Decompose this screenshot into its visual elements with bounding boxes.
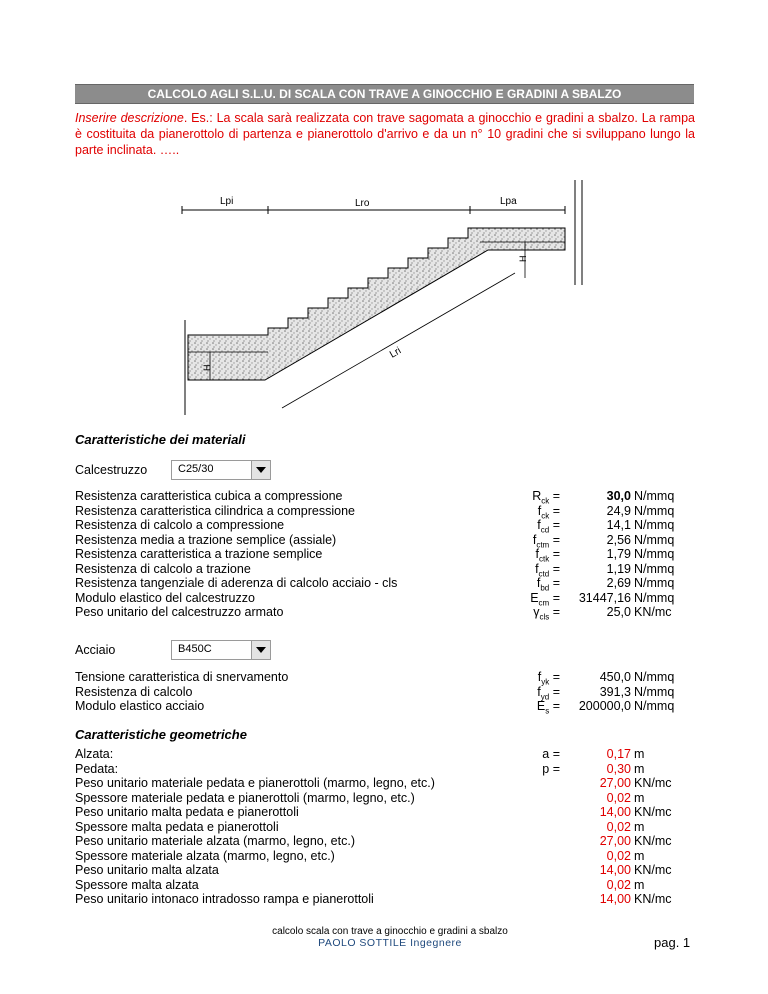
property-symbol: $f_{bd}$ = xyxy=(536,576,560,593)
property-unit: N/mmq xyxy=(634,561,675,576)
property-value: 31447,16 xyxy=(578,590,631,605)
description-lead[interactable]: Inserire descrizione xyxy=(75,111,184,125)
chevron-down-icon[interactable] xyxy=(251,461,270,479)
property-label: Modulo elastico del calcestruzzo xyxy=(75,590,255,605)
property-label: Peso unitario del calcestruzzo armato xyxy=(75,605,284,619)
property-symbol: $\gamma_{cls}$ = xyxy=(533,605,560,622)
property-symbol: $f_{yk}$ = xyxy=(537,670,560,687)
property-value[interactable]: 14,00 xyxy=(599,892,631,906)
property-label: Peso unitario malta alzata xyxy=(75,863,219,877)
property-label: Tensione caratteristica di snervamento xyxy=(75,670,289,684)
property-label: Peso unitario materiale pedata e pianerottoli (marmo, legno, etc.) xyxy=(75,776,435,790)
property-value: 14,1 xyxy=(606,518,631,532)
description-text: . Es.: La scala sarà realizzata con trave sagomata a ginocchio e gradini a sbalzo. La rampa è costituita da pianerottolo di partenza e pianerottolo d'arrivo e da un n° 10 gradini che si sviluppano lungo la parte inclinata. ….. xyxy=(75,111,695,157)
page-number: pag. 1 xyxy=(654,935,691,950)
concrete-label: Calcestruzzo xyxy=(75,463,148,477)
property-unit: m xyxy=(634,747,645,761)
property-value[interactable]: 14,00 xyxy=(599,805,631,819)
property-value[interactable]: 0,02 xyxy=(606,819,631,834)
geometry-heading: Caratteristiche geometriche xyxy=(75,727,247,742)
property-unit: m xyxy=(634,877,645,892)
property-symbol: $f_{yd}$ = xyxy=(537,684,560,701)
property-label: Resistenza di calcolo a trazione xyxy=(75,561,251,576)
property-unit: m xyxy=(634,761,645,776)
property-unit: KN/mc xyxy=(634,805,672,819)
property-symbol: $f_{ctm}$ = xyxy=(532,532,560,549)
footer-author: PAOLO SOTTILE Ingegnere xyxy=(318,937,462,949)
materials-heading: Caratteristiche dei materiali xyxy=(75,432,246,447)
steel-class-select[interactable] xyxy=(171,640,271,660)
property-unit: N/mmq xyxy=(634,699,675,713)
property-label: Peso unitario materiale alzata (marmo, legno, etc.) xyxy=(75,834,355,848)
label-lri: Lri xyxy=(388,345,404,361)
property-symbol: $E_{cm}$ = xyxy=(530,590,560,607)
property-unit: N/mmq xyxy=(634,532,675,547)
property-label: Alzata: xyxy=(75,747,114,761)
steel-label: Acciaio xyxy=(75,643,116,657)
property-label: Spessore materiale alzata (marmo, legno, etc.) xyxy=(75,848,335,863)
page-title: CALCOLO AGLI S.L.U. DI SCALA CON TRAVE A GINOCCHIO E GRADINI A SBALZO xyxy=(75,84,694,104)
property-value[interactable]: 0,30 xyxy=(606,761,631,776)
property-unit: N/mmq xyxy=(634,684,675,699)
property-label: Resistenza caratteristica cubica a compressione xyxy=(75,489,343,503)
property-value[interactable]: 27,00 xyxy=(599,776,631,790)
property-label: Resistenza di calcolo xyxy=(75,684,193,699)
property-symbol: $f_{ck}$ = xyxy=(537,503,560,520)
property-value: 25,0 xyxy=(606,605,631,619)
property-unit: N/mmq xyxy=(634,489,675,503)
property-unit: KN/mc xyxy=(634,834,672,848)
property-value: 391,3 xyxy=(599,684,631,699)
label-h-left: H xyxy=(202,364,212,371)
property-label: Resistenza caratteristica a trazione semplice xyxy=(75,547,323,561)
property-value: 1,19 xyxy=(606,561,631,576)
property-label: Spessore malta pedata e pianerottoli xyxy=(75,819,279,834)
property-label: Peso unitario intonaco intradosso rampa e pianerottoli xyxy=(75,892,374,906)
property-value[interactable]: 0,02 xyxy=(606,790,631,805)
property-label: Spessore materiale pedata e pianerottoli (marmo, legno, etc.) xyxy=(75,790,415,805)
property-label: Peso unitario malta pedata e pianerottoli xyxy=(75,805,299,819)
property-unit: N/mmq xyxy=(634,670,675,684)
property-unit: N/mmq xyxy=(634,503,675,518)
property-unit: N/mmq xyxy=(634,547,675,561)
property-symbol: $f_{ctk}$ = xyxy=(535,547,560,564)
property-value[interactable]: 0,17 xyxy=(606,747,631,761)
property-unit: KN/mc xyxy=(634,605,672,619)
stair-drawing xyxy=(170,180,590,420)
property-symbol: $R_{ck}$ = xyxy=(532,489,560,506)
footer xyxy=(230,926,550,949)
property-value[interactable]: 0,02 xyxy=(606,848,631,863)
property-symbol: p = xyxy=(542,761,560,776)
property-unit: m xyxy=(634,819,645,834)
property-value: 2,56 xyxy=(606,532,631,547)
label-lro: Lro xyxy=(355,198,370,209)
property-label: Spessore malta alzata xyxy=(75,877,199,892)
property-unit: m xyxy=(634,848,645,863)
property-label: Resistenza tangenziale di aderenza di calcolo acciaio - cls xyxy=(75,576,398,590)
property-symbol: $f_{cd}$ = xyxy=(537,518,560,535)
property-value[interactable]: 14,00 xyxy=(599,863,631,877)
footer-title: calcolo scala con trave a ginocchio e gradini a sbalzo xyxy=(272,926,508,937)
property-value[interactable]: 0,02 xyxy=(606,877,631,892)
chevron-down-icon[interactable] xyxy=(251,641,270,659)
concrete-class-value: C25/30 xyxy=(178,463,214,475)
property-unit: KN/mc xyxy=(634,863,672,877)
property-value: 2,69 xyxy=(606,576,631,590)
property-value: 200000,0 xyxy=(578,699,631,713)
property-symbol: $f_{ctd}$ = xyxy=(535,561,560,578)
property-unit: KN/mc xyxy=(634,892,672,906)
property-symbol: $E_s$ = xyxy=(536,699,560,716)
property-value: 30,0 xyxy=(606,489,631,503)
property-value: 24,9 xyxy=(606,503,631,518)
property-unit: N/mmq xyxy=(634,590,675,605)
property-unit: m xyxy=(634,790,645,805)
label-lpi: Lpi xyxy=(220,196,234,207)
stair-section xyxy=(188,228,565,380)
concrete-class-select[interactable] xyxy=(171,460,271,480)
property-unit: N/mmq xyxy=(634,518,675,532)
property-value: 450,0 xyxy=(599,670,631,684)
property-label: Modulo elastico acciaio xyxy=(75,699,205,713)
property-label: Resistenza di calcolo a compressione xyxy=(75,518,285,532)
label-h-right: H xyxy=(518,255,528,262)
property-label: Resistenza media a trazione semplice (assiale) xyxy=(75,532,337,547)
steel-class-value: B450C xyxy=(178,643,212,655)
property-label: Resistenza caratteristica cilindrica a compressione xyxy=(75,503,355,518)
description xyxy=(75,110,695,158)
property-value: 1,79 xyxy=(606,547,631,561)
label-lpa: Lpa xyxy=(500,196,517,207)
property-unit: KN/mc xyxy=(634,776,672,790)
property-symbol: a = xyxy=(542,747,560,761)
property-unit: N/mmq xyxy=(634,576,675,590)
property-value[interactable]: 27,00 xyxy=(599,834,631,848)
property-label: Pedata: xyxy=(75,761,119,776)
